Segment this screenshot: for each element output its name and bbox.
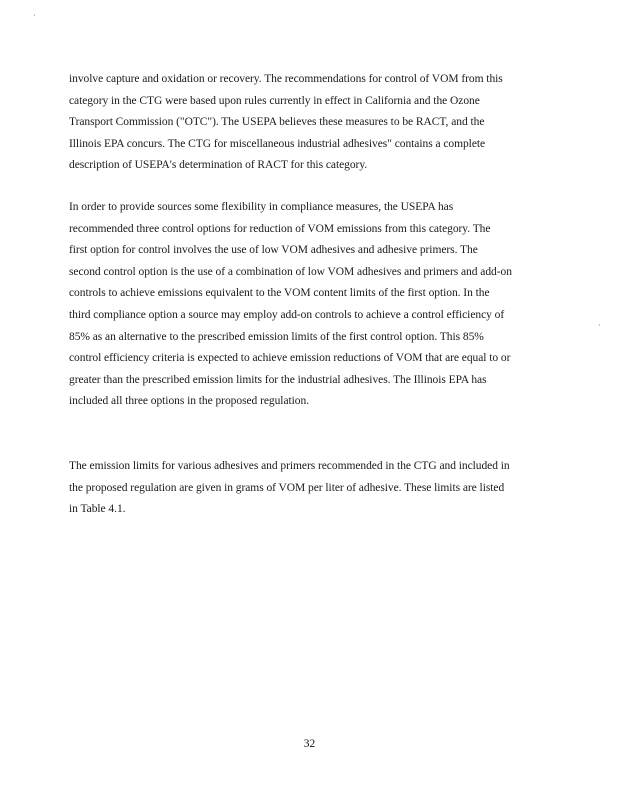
text-line: in Table 4.1. (69, 503, 126, 516)
text-line: category in the CTG were based upon rules currently in effect in California and the Ozone (69, 94, 480, 107)
scan-speck: · (598, 321, 601, 330)
text-line: Illinois EPA concurs. The CTG for miscellaneous industrial adhesives" contains a complete (69, 137, 486, 150)
text-line: The emission limits for various adhesives and primers recommended in the CTG and included in (69, 460, 510, 472)
paragraph-emission-limits (69, 456, 539, 521)
text-line: first option for control involves the use of low VOM adhesives and adhesive primers. The (69, 244, 478, 257)
text-line: description of USEPA's determination of RACT for this category. (69, 159, 368, 172)
scan-speck: · (33, 11, 36, 20)
page-number: 32 (303, 738, 316, 750)
text-line: greater than the prescribed emission limits for the industrial adhesives. The Illinois EPA has (69, 373, 487, 386)
text-line: included all three options in the proposed regulation. (69, 395, 310, 408)
text-line: recommended three control options for reduction of VOM emissions from this category. The (69, 222, 491, 235)
text-line: Transport Commission ("OTC"). The USEPA believes these measures to be RACT, and the (69, 116, 485, 129)
text-line: third compliance option a source may employ add-on controls to achieve a control efficiency of (69, 308, 505, 321)
text-line: control efficiency criteria is expected to achieve emission reductions of VOM that are equal to or (69, 352, 511, 365)
text-line: the proposed regulation are given in grams of VOM per liter of adhesive. These limits are listed (69, 481, 505, 494)
text-line: involve capture and oxidation or recovery. The recommendations for control of VOM from this (69, 73, 503, 85)
text-line: controls to achieve emissions equivalent to the VOM content limits of the first option. In the (69, 287, 490, 300)
paragraph-control-options (69, 197, 539, 413)
paragraph-ract-determination (69, 69, 539, 177)
text-line: In order to provide sources some flexibility in compliance measures, the USEPA has (69, 201, 454, 213)
text-line: 85% as an alternative to the prescribed emission limits of the first control option. This 85% (69, 330, 484, 343)
text-line: second control option is the use of a combination of low VOM adhesives and primers and add-on (69, 265, 512, 278)
